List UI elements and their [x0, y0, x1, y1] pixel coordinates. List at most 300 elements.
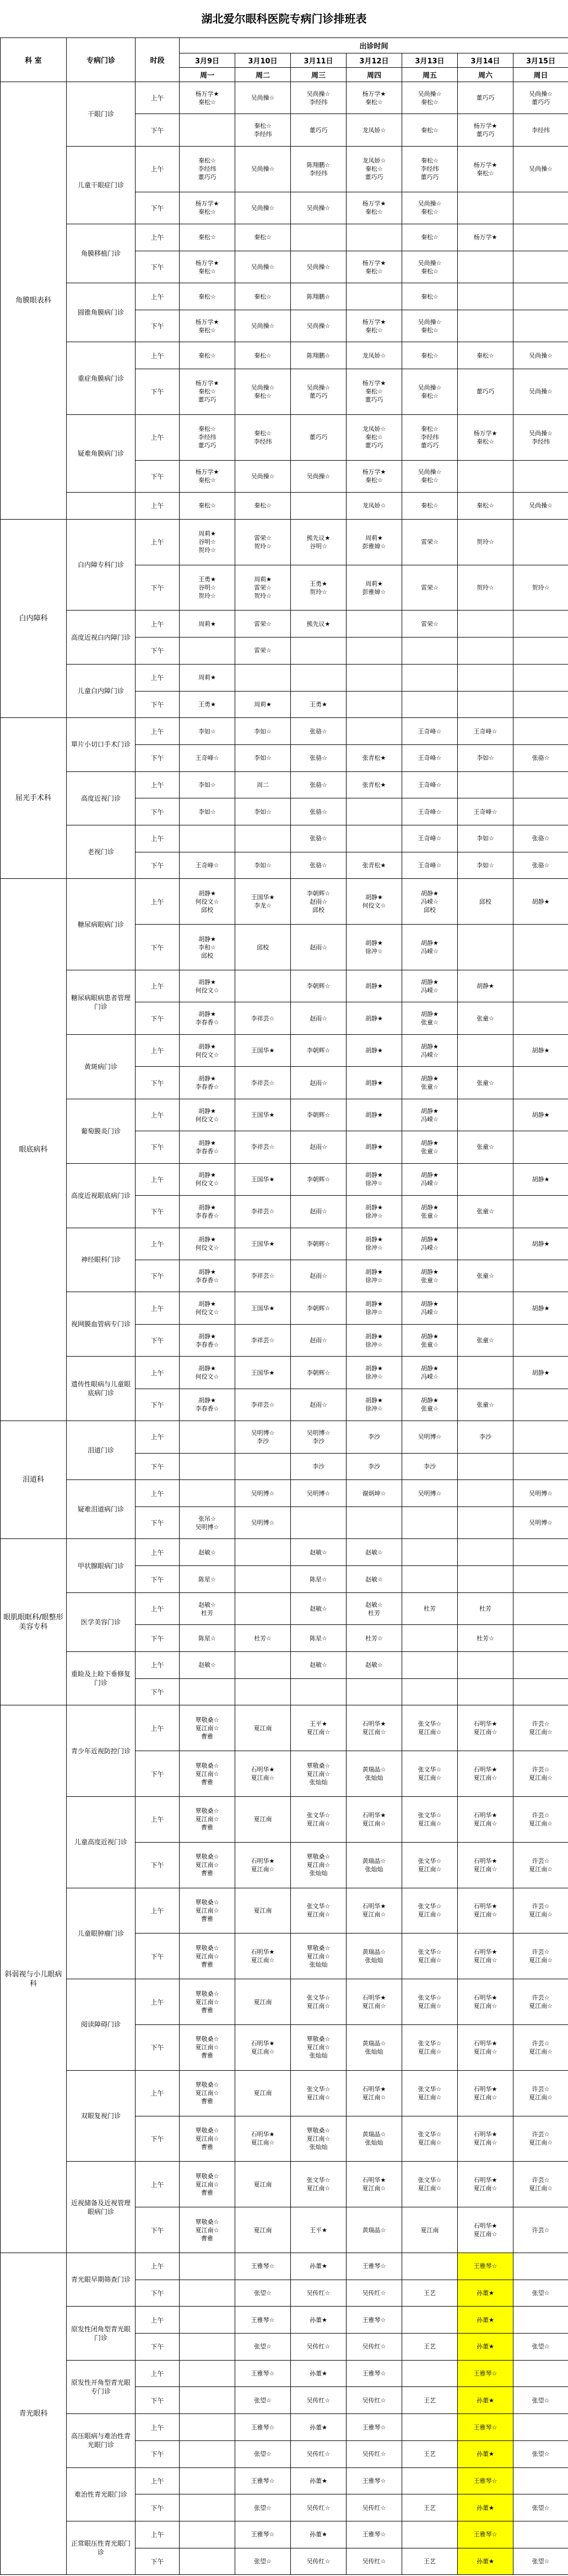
- session-label: 下午: [136, 1842, 180, 1888]
- session-label: 下午: [136, 1131, 180, 1163]
- doctor-cell: 杨万学★: [458, 224, 513, 251]
- doctor-cell: [235, 664, 291, 691]
- clinic-name: 视网膜血管病专门诊: [67, 1292, 136, 1357]
- doctor-cell: 李如☆: [235, 744, 291, 771]
- doctor-cell: [180, 2334, 235, 2361]
- doctor-cell: 陈翔鹏☆ 李经纬: [291, 146, 347, 192]
- doctor-cell: 覃敬桑☆ 夏江南☆ 张灿灿: [291, 1751, 347, 1797]
- doctor-cell: [513, 1131, 568, 1163]
- doctor-cell: [458, 1507, 513, 1539]
- department-name: 泪道科: [1, 1421, 67, 1539]
- doctor-cell: 李祥芸☆: [235, 1196, 291, 1228]
- doctor-cell: 黄瑞晶☆ 张灿灿: [347, 1751, 402, 1797]
- doctor-cell: 赵敏☆: [347, 1539, 402, 1566]
- clinic-name: 遗传性眼病与儿童眼底病门诊: [67, 1357, 136, 1421]
- table-row: [1, 1292, 568, 1324]
- doctor-cell: 吴尚操☆: [235, 251, 291, 283]
- weekday-header: 周四: [347, 68, 402, 82]
- doctor-cell: 张文华☆ 夏江南☆: [291, 2070, 347, 2116]
- doctor-cell: 王雅琴☆: [235, 2307, 291, 2334]
- doctor-cell: 王雅琴☆: [235, 2414, 291, 2441]
- doctor-cell: 董巧巧: [291, 414, 347, 460]
- doctor-cell: 王奇峰☆: [180, 744, 235, 771]
- doctor-cell: 胡静★: [458, 970, 513, 1002]
- session-label: 上午: [136, 1480, 180, 1507]
- doctor-cell: [180, 1421, 235, 1453]
- doctor-cell: 秦松☆: [180, 493, 235, 520]
- doctor-cell: 王雅琴☆: [458, 2360, 513, 2387]
- doctor-cell: [513, 1389, 568, 1421]
- doctor-cell: 秦松☆ 李经纬 董巧巧: [402, 146, 458, 192]
- doctor-cell: 王雅琴☆: [347, 2414, 402, 2441]
- doctor-cell: 胡静★ 冯嵘☆: [402, 1099, 458, 1131]
- doctor-cell: [458, 1099, 513, 1131]
- doctor-cell: 王勇★ 谷明☆ 贺玲☆: [180, 565, 235, 611]
- doctor-cell: 杨万学★ 秦松☆: [347, 460, 402, 492]
- doctor-cell: 胡静★ 徐冲☆: [347, 1228, 402, 1260]
- department-name: 角膜眼表科: [1, 82, 67, 520]
- doctor-cell: 张望☆: [235, 2548, 291, 2575]
- doctor-cell: 胡静★ 张童☆: [402, 1067, 458, 1099]
- doctor-cell: 覃敬桑☆ 夏江南☆ 曹雅: [180, 1842, 235, 1888]
- doctor-cell: 张文华☆ 夏江南☆: [291, 1888, 347, 1934]
- doctor-cell: 秦松☆: [180, 342, 235, 369]
- doctor-cell: [513, 925, 568, 970]
- clinic-name: 白内障专科门诊: [67, 519, 136, 611]
- doctor-cell: 秦松☆: [458, 493, 513, 520]
- doctor-cell: [458, 925, 513, 970]
- doctor-cell: [180, 2307, 235, 2334]
- session-label: 下午: [136, 1067, 180, 1099]
- header-clinic: 专病门诊: [67, 38, 136, 82]
- doctor-cell: 王奇峰☆: [180, 852, 235, 879]
- doctor-cell: 王国华★: [235, 1099, 291, 1131]
- doctor-cell: 石明华★ 夏江南☆: [235, 1842, 291, 1888]
- clinic-name: 儿童高度近视门诊: [67, 1797, 136, 1888]
- session-label: 上午: [136, 2467, 180, 2494]
- doctor-cell: [513, 611, 568, 638]
- clinic-name: 黄斑病门诊: [67, 1034, 136, 1099]
- doctor-cell: [402, 638, 458, 665]
- doctor-cell: 王艺: [402, 2548, 458, 2575]
- doctor-cell: [458, 1453, 513, 1480]
- doctor-cell: 胡静★ 张童☆: [402, 1131, 458, 1163]
- session-label: 下午: [136, 2116, 180, 2162]
- doctor-cell: 李朝辉☆: [291, 1034, 347, 1066]
- doctor-cell: [458, 1163, 513, 1195]
- doctor-cell: 赵雨☆: [291, 1067, 347, 1099]
- date-header: 3月12日: [347, 53, 402, 68]
- clinic-name: 單片小切口手术门诊: [67, 718, 136, 771]
- doctor-cell: 胡静★ 张童☆: [402, 1260, 458, 1292]
- clinic-name: 正常眼压性青光眼门诊: [67, 2521, 136, 2575]
- doctor-cell: 李朝辉☆: [291, 970, 347, 1002]
- doctor-cell: [513, 1002, 568, 1034]
- doctor-cell: 王勇★ 贺玲☆: [291, 565, 347, 611]
- session-label: 下午: [136, 2334, 180, 2361]
- doctor-cell: 石明华★ 夏江南☆: [235, 1751, 291, 1797]
- doctor-cell: [458, 1357, 513, 1389]
- date-header: 3月9日: [180, 53, 235, 68]
- doctor-cell: [458, 1566, 513, 1593]
- doctor-cell: 胡静★ 何佼文☆: [180, 970, 235, 1002]
- doctor-cell: 孙董★: [458, 2548, 513, 2575]
- doctor-cell: 张童☆: [458, 1389, 513, 1421]
- doctor-cell: [513, 251, 568, 283]
- doctor-cell: 周莉★ 雷荣☆ 贺玲☆: [235, 565, 291, 611]
- doctor-cell: 杜芳☆: [235, 1625, 291, 1652]
- header-schedule-group: 出诊时间: [180, 38, 568, 53]
- doctor-cell: 覃敬桑☆ 夏江南☆ 曹雅: [180, 2162, 235, 2207]
- session-label: 下午: [136, 2548, 180, 2575]
- doctor-cell: 覃敬桑☆ 夏江南☆ 曹雅: [180, 1934, 235, 1979]
- doctor-cell: 杨万学★ 秦松☆: [180, 192, 235, 224]
- doctor-cell: [513, 224, 568, 251]
- doctor-cell: 王雅琴☆: [458, 2414, 513, 2441]
- doctor-cell: 邱校: [235, 925, 291, 970]
- clinic-name: 双眼复视门诊: [67, 2070, 136, 2162]
- doctor-cell: [513, 2467, 568, 2494]
- doctor-cell: 张青松★: [347, 771, 402, 798]
- date-header: 3月14日: [458, 53, 513, 68]
- session-label: 上午: [136, 2414, 180, 2441]
- clinic-name: 原发性闭角型青光眼门诊: [67, 2307, 136, 2360]
- department-name: 斜弱视与小儿眼病科: [1, 1705, 67, 2253]
- doctor-cell: 赵雨☆: [291, 1324, 347, 1356]
- doctor-cell: [180, 2280, 235, 2307]
- doctor-cell: 胡静★ 何佼文☆: [180, 1228, 235, 1260]
- doctor-cell: 李沙: [347, 1421, 402, 1453]
- doctor-cell: 胡静★ 张童☆: [402, 1002, 458, 1034]
- doctor-cell: [458, 460, 513, 492]
- session-label: 下午: [136, 1002, 180, 1034]
- doctor-cell: 胡静★ 李春香☆: [180, 1196, 235, 1228]
- table-row: [1, 771, 568, 798]
- doctor-cell: 孙董★: [291, 2521, 347, 2548]
- doctor-cell: 吴明博☆: [513, 1507, 568, 1539]
- doctor-cell: 覃敬桑☆ 夏江南☆ 曹雅: [180, 1979, 235, 2025]
- doctor-cell: 雷荣☆: [235, 611, 291, 638]
- doctor-cell: 胡静★ 李和☆ 邱校: [180, 925, 235, 970]
- doctor-cell: 石明华★ 夏江南☆: [347, 1797, 402, 1843]
- weekday-header: 周三: [291, 68, 347, 82]
- doctor-cell: 王国华★: [235, 1228, 291, 1260]
- doctor-cell: 胡静★: [513, 879, 568, 925]
- doctor-cell: 石明华★ 夏江南☆: [458, 1797, 513, 1843]
- doctor-cell: 秦松☆: [235, 283, 291, 310]
- doctor-cell: 张望☆: [513, 2334, 568, 2361]
- session-label: 上午: [136, 1228, 180, 1260]
- session-label: 上午: [136, 1421, 180, 1453]
- doctor-cell: 杨万学★ 秦松☆: [180, 82, 235, 114]
- doctor-cell: [458, 192, 513, 224]
- session-label: 上午: [136, 2162, 180, 2207]
- doctor-cell: 李沙: [347, 1453, 402, 1480]
- doctor-cell: 孙董★: [291, 2467, 347, 2494]
- doctor-cell: 胡静★ 张童☆: [402, 1389, 458, 1421]
- doctor-cell: 秦松☆: [235, 342, 291, 369]
- page-title: 湖北爱尔眼科医院专病门诊排班表: [201, 12, 367, 25]
- doctor-cell: 许芸☆ 夏江南☆: [513, 2116, 568, 2162]
- doctor-cell: [458, 1678, 513, 1705]
- doctor-cell: 覃敬桑☆ 夏江南☆ 张灿灿: [291, 2116, 347, 2162]
- doctor-cell: 王勇★: [291, 691, 347, 718]
- session-label: 上午: [136, 771, 180, 798]
- doctor-cell: [513, 310, 568, 342]
- doctor-cell: [513, 691, 568, 718]
- doctor-cell: [458, 1539, 513, 1566]
- clinic-name: 高度近视白内障门诊: [67, 611, 136, 664]
- doctor-cell: [180, 2253, 235, 2280]
- doctor-cell: 贺玲☆: [458, 565, 513, 611]
- doctor-cell: [347, 691, 402, 718]
- doctor-cell: 周莉★: [235, 691, 291, 718]
- clinic-name: 高压眼病与难治性青光眼门诊: [67, 2414, 136, 2467]
- doctor-cell: 吴尚操☆ 董巧巧: [513, 82, 568, 114]
- doctor-cell: 胡静★ 何佼文☆: [347, 879, 402, 925]
- doctor-cell: 李如☆: [180, 771, 235, 798]
- session-label: 上午: [136, 1539, 180, 1566]
- session-label: 下午: [136, 744, 180, 771]
- doctor-cell: 李如☆: [235, 718, 291, 745]
- doctor-cell: 夏江南: [235, 2162, 291, 2207]
- table-row: [1, 1705, 568, 1751]
- clinic-name: 重症角膜病门诊: [67, 342, 136, 415]
- doctor-cell: 孙董★: [458, 2280, 513, 2307]
- doctor-cell: 王雅琴☆: [347, 2521, 402, 2548]
- session-label: 上午: [136, 2070, 180, 2116]
- doctor-cell: 夏江南: [235, 1979, 291, 2025]
- doctor-cell: 李朝辉☆: [291, 1163, 347, 1195]
- doctor-cell: 王奇峰☆: [402, 744, 458, 771]
- session-label: 下午: [136, 2280, 180, 2307]
- doctor-cell: [235, 970, 291, 1002]
- doctor-cell: [402, 2521, 458, 2548]
- doctor-cell: 李如☆: [180, 718, 235, 745]
- doctor-cell: 张文华☆ 夏江南☆: [402, 1979, 458, 2025]
- doctor-cell: 覃敬桑☆ 夏江南☆ 曹雅: [180, 1705, 235, 1751]
- doctor-cell: 吴尚操☆ 秦松☆: [402, 460, 458, 492]
- doctor-cell: 张文华☆ 夏江南☆: [402, 1934, 458, 1979]
- doctor-cell: 胡静★ 何佼文☆: [180, 1034, 235, 1066]
- doctor-cell: 石明华★ 夏江南☆: [458, 1705, 513, 1751]
- doctor-cell: 王国华★: [235, 1292, 291, 1324]
- table-row: [1, 283, 568, 310]
- doctor-cell: 覃敬桑☆ 夏江南☆ 曹雅: [180, 1797, 235, 1843]
- session-label: 下午: [136, 1678, 180, 1705]
- doctor-cell: 胡静★ 冯嵘☆: [402, 970, 458, 1002]
- doctor-cell: 胡静★ 何佼文☆: [180, 1163, 235, 1195]
- doctor-cell: 胡静★ 何佼文☆: [180, 1292, 235, 1324]
- doctor-cell: [180, 1453, 235, 1480]
- doctor-cell: [402, 2253, 458, 2280]
- doctor-cell: 张骆☆: [291, 798, 347, 825]
- table-row: [1, 970, 568, 1002]
- table-row: [1, 519, 568, 565]
- doctor-cell: 杨万学★ 董巧巧: [458, 114, 513, 146]
- doctor-cell: 夏江南: [235, 2207, 291, 2253]
- doctor-cell: 赵敏☆ 杜芳: [347, 1592, 402, 1624]
- doctor-cell: [347, 798, 402, 825]
- doctor-cell: [347, 611, 402, 638]
- doctor-cell: [402, 1678, 458, 1705]
- doctor-cell: 吴传红☆: [347, 2548, 402, 2575]
- session-label: 下午: [136, 192, 180, 224]
- weekday-header: 周五: [402, 68, 458, 82]
- doctor-cell: 周莉★ 彭雅嫜☆: [347, 519, 402, 565]
- doctor-cell: 张骆☆: [291, 825, 347, 852]
- session-label: 下午: [136, 852, 180, 879]
- doctor-cell: 胡静★ 李春香☆: [180, 1324, 235, 1356]
- doctor-cell: 张文华☆ 夏江南☆: [402, 1797, 458, 1843]
- doctor-cell: 石明华★ 夏江南☆: [458, 1842, 513, 1888]
- doctor-cell: 秦松☆: [402, 224, 458, 251]
- doctor-cell: [347, 638, 402, 665]
- clinic-name: 干眼门诊: [67, 82, 136, 147]
- doctor-cell: 覃敬桑☆ 夏江南☆ 曹雅: [180, 2116, 235, 2162]
- doctor-cell: 张望☆: [513, 2548, 568, 2575]
- clinic-name: 难治性青光眼门诊: [67, 2467, 136, 2521]
- table-row: [1, 1979, 568, 2025]
- doctor-cell: 杜芳: [458, 1592, 513, 1624]
- session-label: 上午: [136, 2307, 180, 2334]
- date-header: 3月11日: [291, 53, 347, 68]
- doctor-cell: [513, 1539, 568, 1566]
- doctor-cell: [513, 2360, 568, 2387]
- doctor-cell: [513, 1324, 568, 1356]
- doctor-cell: 秦松☆: [235, 493, 291, 520]
- doctor-cell: 杨万学★ 秦松☆: [180, 460, 235, 492]
- doctor-cell: 石明华★ 夏江南☆: [458, 1888, 513, 1934]
- doctor-cell: [291, 638, 347, 665]
- doctor-cell: 吴尚操☆: [235, 310, 291, 342]
- doctor-cell: 覃敬桑☆ 夏江南☆ 张灿灿: [291, 1934, 347, 1979]
- doctor-cell: 孙董★: [291, 2253, 347, 2280]
- doctor-cell: 赵敏☆: [347, 1652, 402, 1679]
- clinic-name: 糖尿病眼病患者管理门诊: [67, 970, 136, 1035]
- clinic-name: 高度近视门诊: [67, 771, 136, 825]
- session-label: 上午: [136, 611, 180, 638]
- doctor-cell: 张望☆: [513, 2280, 568, 2307]
- doctor-cell: 黄瑞晶☆: [347, 2207, 402, 2253]
- table-row: [1, 1888, 568, 1934]
- doctor-cell: 吴尚操☆: [235, 192, 291, 224]
- doctor-cell: [180, 114, 235, 146]
- doctor-cell: 龙凤娇☆ 秦松☆ 董巧巧: [347, 414, 402, 460]
- doctor-cell: 贺玲☆: [458, 519, 513, 565]
- doctor-cell: 胡静★ 张童☆: [402, 1324, 458, 1356]
- doctor-cell: 杨万学★ 秦松☆: [347, 82, 402, 114]
- doctor-cell: 李如☆: [458, 744, 513, 771]
- doctor-cell: 胡静★: [347, 970, 402, 1002]
- table-row: [1, 342, 568, 369]
- doctor-cell: [180, 2387, 235, 2414]
- doctor-cell: 李经纬: [513, 114, 568, 146]
- doctor-cell: 张青松★: [347, 744, 402, 771]
- doctor-cell: 胡静★: [513, 1292, 568, 1324]
- session-label: 上午: [136, 2521, 180, 2548]
- doctor-cell: [513, 970, 568, 1002]
- doctor-cell: 秦松☆ 李经纬: [235, 414, 291, 460]
- doctor-cell: [513, 1652, 568, 1679]
- table-row: [1, 2162, 568, 2207]
- doctor-cell: [180, 2494, 235, 2521]
- session-label: 下午: [136, 1260, 180, 1292]
- doctor-cell: 王国华★: [235, 1357, 291, 1389]
- doctor-cell: 陈星☆: [291, 1566, 347, 1593]
- clinic-name: 儿童白内障门诊: [67, 664, 136, 717]
- doctor-cell: 吴传红☆: [291, 2334, 347, 2361]
- doctor-cell: 李祥芸☆: [235, 1067, 291, 1099]
- doctor-cell: 杜芳☆: [458, 1625, 513, 1652]
- doctor-cell: 王奇峰☆: [458, 718, 513, 745]
- doctor-cell: 王国华★: [235, 1034, 291, 1066]
- department-name: 屈光手术科: [1, 718, 67, 879]
- doctor-cell: 秦松☆: [402, 493, 458, 520]
- doctor-cell: 杨万学★ 秦松☆ 董巧巧: [180, 369, 235, 415]
- doctor-cell: 胡静★ 徐冲☆: [347, 1196, 402, 1228]
- doctor-cell: [180, 2467, 235, 2494]
- doctor-cell: 吴尚操☆: [513, 342, 568, 369]
- doctor-cell: 陈星☆: [291, 1625, 347, 1652]
- doctor-cell: 胡静★ 冯嵘☆: [402, 1292, 458, 1324]
- clinic-name: 疑难角膜病门诊: [67, 414, 136, 492]
- doctor-cell: 赵敏☆ 杜芳: [180, 1592, 235, 1624]
- session-label: 下午: [136, 1196, 180, 1228]
- doctor-cell: 许芸☆ 夏江南☆: [513, 1751, 568, 1797]
- session-label: 上午: [136, 1292, 180, 1324]
- doctor-cell: 石明华★ 夏江南☆: [458, 1751, 513, 1797]
- session-label: 下午: [136, 369, 180, 415]
- table-row: [1, 1421, 568, 1453]
- doctor-cell: 石明华★ 夏江南☆: [347, 1888, 402, 1934]
- table-row: [1, 1228, 568, 1260]
- doctor-cell: 吴明博☆: [402, 1480, 458, 1507]
- session-label: 上午: [136, 414, 180, 460]
- doctor-cell: 胡静★ 徐冲☆: [347, 1389, 402, 1421]
- doctor-cell: 张文华☆ 夏江南☆: [402, 2070, 458, 2116]
- doctor-cell: 吴尚操☆ 秦松☆: [402, 310, 458, 342]
- doctor-cell: 赵敏☆: [180, 1539, 235, 1566]
- doctor-cell: [235, 1652, 291, 1679]
- clinic-name: 神经眼科门诊: [67, 1228, 136, 1292]
- doctor-cell: 王奇峰☆: [402, 798, 458, 825]
- doctor-cell: 胡静★: [347, 1131, 402, 1163]
- doctor-cell: 胡静★ 冯嵘☆: [402, 1034, 458, 1066]
- doctor-cell: [513, 1260, 568, 1292]
- doctor-cell: 吴传红☆: [347, 2387, 402, 2414]
- doctor-cell: 孙董★: [458, 2440, 513, 2467]
- session-label: 上午: [136, 82, 180, 114]
- doctor-cell: [180, 2440, 235, 2467]
- doctor-cell: 邱校: [458, 879, 513, 925]
- doctor-cell: 许芸☆ 夏江南☆: [513, 2162, 568, 2207]
- doctor-cell: 胡静★: [347, 1034, 402, 1066]
- doctor-cell: 王雅琴☆: [235, 2360, 291, 2387]
- clinic-name: 高度近视眼底病门诊: [67, 1163, 136, 1228]
- doctor-cell: 吴尚操☆: [291, 310, 347, 342]
- doctor-cell: 王雅琴☆: [458, 2467, 513, 2494]
- doctor-cell: 胡静★: [347, 1099, 402, 1131]
- clinic-name: 儿童眼肿瘤门诊: [67, 1888, 136, 1979]
- doctor-cell: 熊先议★ 谷明☆: [291, 519, 347, 565]
- session-label: 上午: [136, 1099, 180, 1131]
- doctor-cell: [513, 2253, 568, 2280]
- session-label: 上午: [136, 2253, 180, 2280]
- doctor-cell: 吴尚操☆: [291, 460, 347, 492]
- doctor-cell: [180, 1480, 235, 1507]
- session-label: 下午: [136, 1625, 180, 1652]
